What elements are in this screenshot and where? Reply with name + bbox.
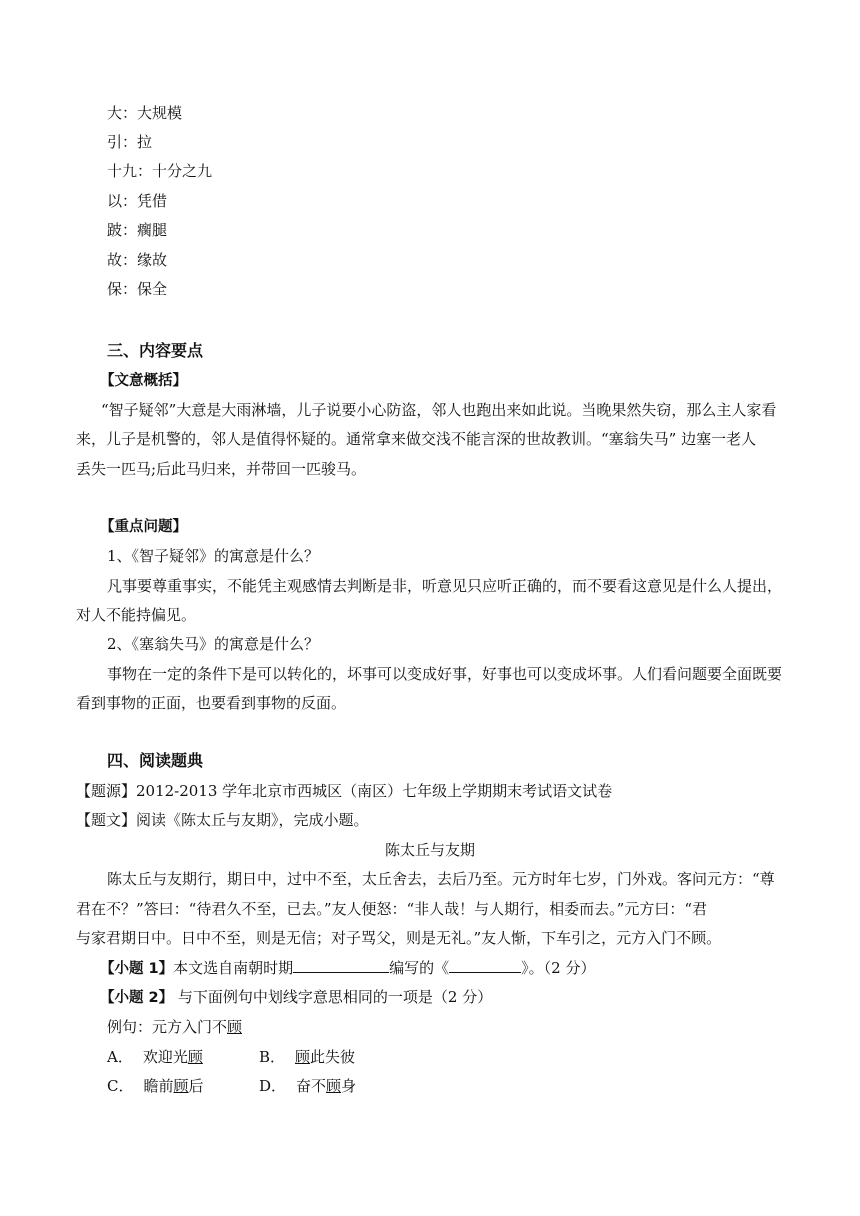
option-letter: B． (259, 1048, 286, 1066)
section-heading: 四、阅读题典 (107, 751, 204, 770)
underlined-char: 顾 (173, 1077, 189, 1095)
answer-line: 看到事物的正面，也要看到事物的反面。 (76, 694, 347, 712)
subquestion-text: 》。（2 分） (521, 959, 596, 977)
vocab-meaning: 保全 (137, 280, 168, 298)
vocab-meaning: 凭借 (137, 192, 168, 210)
option-letter: A． (107, 1048, 133, 1066)
summary-label: 【文意概括】 (100, 373, 187, 389)
vocab-item: 故：缘故 (107, 251, 168, 269)
option-text: 瞻前 (143, 1077, 174, 1095)
vocab-word: 保 (107, 280, 123, 298)
example-sentence (107, 1017, 242, 1037)
passage-line: 陈太丘与友期行，期日中，过中不至，太丘舍去，去后乃至。元方时年七岁，门外戏。客问元方：“尊 (107, 870, 775, 888)
answer-line: 凡事要尊重事实，不能凭主观感情去判断是非，听意见只应听正确的，而不要看这意见是什么人提出， (107, 577, 783, 595)
passage-line: 君在不？”答曰：“待君久不至，已去。”友人便怒：“非人哉！与人期行，相委而去。”元方曰：“君 (76, 900, 708, 918)
answer-line: 对人不能持偏见。 (76, 606, 197, 624)
example-text: 例句：元方入门不 (107, 1018, 228, 1036)
option-c[interactable] (107, 1076, 204, 1096)
question-prompt: 【题文】阅读《陈太丘与友期》，完成小题。 (76, 811, 369, 829)
vocab-word: 以 (107, 192, 123, 210)
answer-blank[interactable] (293, 958, 389, 973)
option-letter: C． (107, 1077, 134, 1095)
subquestion-text: 本文选自南朝时期 (173, 959, 294, 977)
vocab-meaning: 大规模 (137, 104, 183, 122)
option-a[interactable] (107, 1047, 203, 1067)
vocab-meaning: 十分之九 (152, 162, 213, 180)
option-b[interactable] (259, 1047, 355, 1067)
option-text: 奋不 (296, 1077, 327, 1095)
vocab-word: 大 (107, 104, 123, 122)
vocab-item: 十九：十分之九 (107, 162, 213, 180)
vocab-item: 引：拉 (107, 133, 153, 151)
answer-line: 事物在一定的条件下是可以转化的，坏事可以变成好事，好事也可以变成坏事。人们看问题要全面既要 (107, 665, 783, 683)
vocab-word: 跛 (107, 221, 123, 239)
answer-blank[interactable] (449, 958, 521, 973)
vocab-meaning: 瘸腿 (137, 221, 168, 239)
option-text: 身 (341, 1077, 357, 1095)
question-source: 【题源】2012-2013 学年北京市西城区（南区）七年级上学期期末考试语文试卷 (76, 782, 613, 800)
vocab-meaning: 缘故 (137, 251, 168, 269)
vocab-item: 跛：瘸腿 (107, 221, 168, 239)
option-d[interactable] (259, 1076, 356, 1096)
underlined-char: 顾 (295, 1048, 311, 1066)
option-letter: D． (259, 1077, 287, 1095)
section-heading: 三、内容要点 (107, 341, 204, 360)
vocab-item: 以：凭借 (107, 192, 168, 210)
vocab-word: 故 (107, 251, 123, 269)
subquestion-text: 编写的《 (389, 959, 450, 977)
option-text: 后 (188, 1077, 204, 1095)
summary-line: 来，儿子是机警的，邻人是值得怀疑的。通常拿来做交浅不能言深的世故教训。“塞翁失马” 边塞一老人 (76, 430, 757, 448)
summary-line: “智子疑邻”大意是大雨淋墙，儿子说要小心防盗，邻人也跑出来如此说。当晚果然失窃，那么主人家看 (101, 401, 777, 419)
underlined-char: 顾 (227, 1018, 243, 1036)
passage-line: 与家君期日中。日中不至，则是无信；对子骂父，则是无礼。”友人惭，下车引之，元方入门不顾。 (76, 929, 722, 947)
underlined-char: 顾 (326, 1077, 342, 1095)
subquestion-text: 与下面例句中划线字意思相同的一项是（2 分） (173, 988, 493, 1006)
subquestion-label: 【小题 1】 (100, 961, 174, 977)
option-text: 欢迎光 (142, 1048, 188, 1066)
vocab-item: 保：保全 (107, 280, 168, 298)
subquestion-2 (100, 987, 492, 1008)
option-text: 此失彼 (310, 1048, 356, 1066)
vocab-word: 引 (107, 133, 123, 151)
subquestion-label: 【小题 2】 (100, 990, 174, 1006)
passage-title: 陈太丘与友期 (384, 841, 475, 859)
key-questions-label: 【重点问题】 (100, 519, 187, 535)
vocab-meaning: 拉 (137, 133, 153, 151)
subquestion-1 (100, 958, 595, 979)
summary-line: 丢失一匹马;后此马归来，并带回一匹骏马。 (76, 460, 367, 478)
vocab-item: 大：大规模 (107, 104, 183, 122)
underlined-char: 顾 (187, 1048, 203, 1066)
question: 2、《塞翁失马》的寓意是什么？ (107, 635, 320, 653)
question: 1、《智子疑邻》的寓意是什么？ (107, 547, 320, 565)
vocab-word: 十九 (107, 162, 138, 180)
